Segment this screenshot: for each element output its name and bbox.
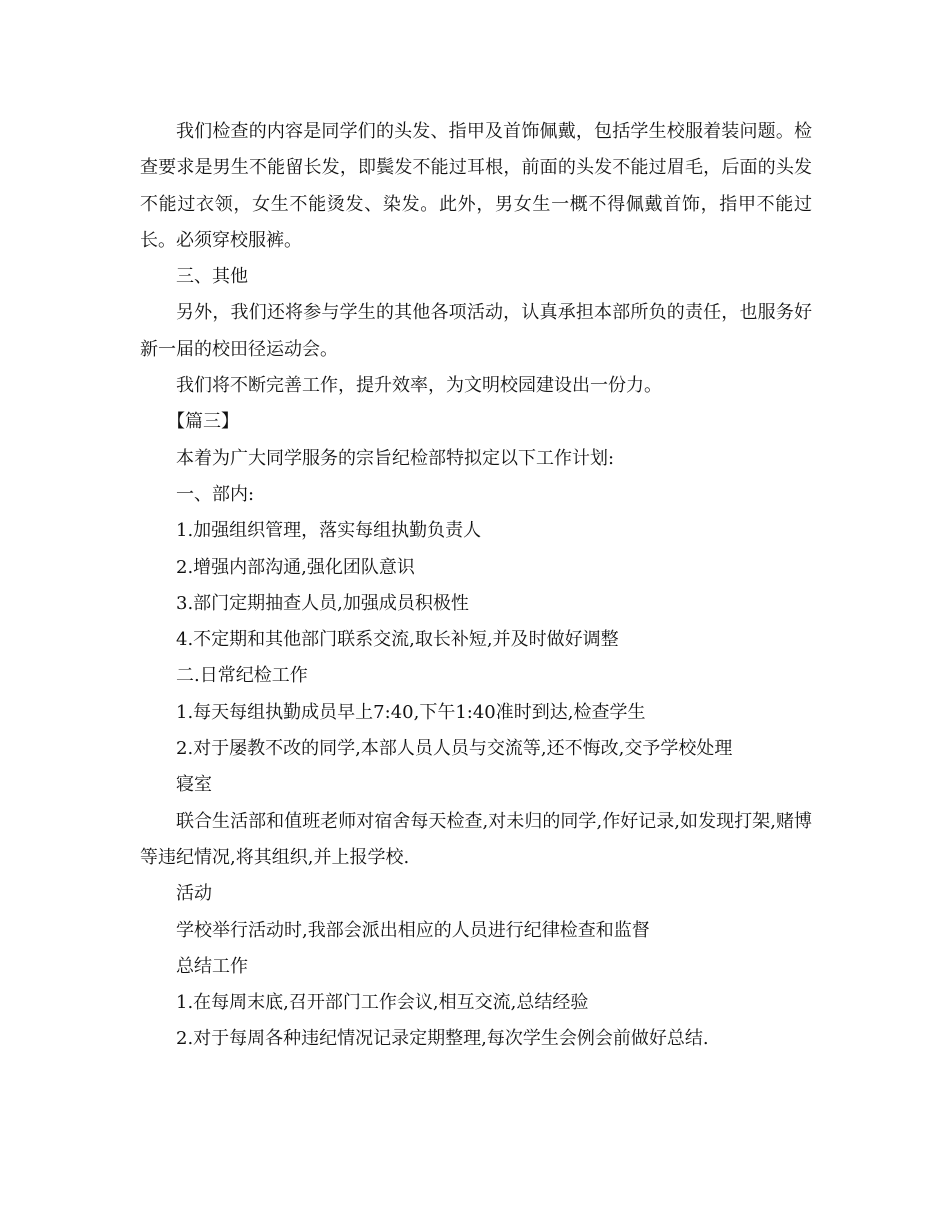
heading-dormitory: 寝室 bbox=[176, 774, 212, 796]
list-item-internal-2: 2.增强内部沟通,强化团队意识 bbox=[176, 556, 415, 578]
list-item-daily-1: 1.每天每组执勤成员早上7:40,下午1:40准时到达,检查学生 bbox=[176, 701, 646, 723]
list-item-summary-2: 2.对于每周各种违纪情况记录定期整理,每次学生会例会前做好总结. bbox=[176, 1028, 709, 1050]
paragraph-plan-intro: 本着为广大同学服务的宗旨纪检部特拟定以下工作计划: bbox=[176, 447, 615, 469]
paragraph-other-activities: 另外，我们还将参与学生的其他各项活动，认真承担本部所负的责任，也服务好新一届的校田径运动会。 bbox=[140, 302, 812, 360]
heading-summary-work: 总结工作 bbox=[176, 955, 248, 977]
list-item-internal-3: 3.部门定期抽查人员,加强成员积极性 bbox=[176, 592, 469, 614]
section-heading-part-three: 【篇三】 bbox=[167, 411, 239, 433]
heading-other: 三、其他 bbox=[176, 266, 248, 288]
paragraph-improve-work: 我们将不断完善工作，提升效率，为文明校园建设出一份力。 bbox=[176, 375, 662, 397]
list-item-internal-4: 4.不定期和其他部门联系交流,取长补短,并及时做好调整 bbox=[176, 629, 619, 651]
list-item-internal-1: 1.加强组织管理，落实每组执勤负责人 bbox=[176, 520, 482, 542]
heading-internal: 一、部内: bbox=[176, 483, 255, 505]
list-item-summary-1: 1.在每周末底,召开部门工作会议,相互交流,总结经验 bbox=[176, 992, 589, 1014]
heading-activities: 活动 bbox=[176, 883, 212, 905]
list-item-daily-2: 2.对于屡教不改的同学,本部人员人员与交流等,还不悔改,交予学校处理 bbox=[176, 738, 733, 760]
paragraph-activities: 学校举行活动时,我部会派出相应的人员进行纪律检查和监督 bbox=[176, 919, 650, 941]
paragraph-dormitory: 联合生活部和值班老师对宿舍每天检查,对未归的同学,作好记录,如发现打架,赌博等违纪情况,将其组织,并上报学校. bbox=[140, 810, 812, 868]
heading-daily-work: 二.日常纪检工作 bbox=[176, 665, 308, 687]
document-body bbox=[140, 114, 812, 1058]
paragraph-inspection-content: 我们检查的内容是同学们的头发、指甲及首饰佩戴，包括学生校服着装问题。检查要求是男生不能留长发，即鬓发不能过耳根，前面的头发不能过眉毛，后面的头发不能过衣领，女生不能烫发、染发。此外，男女生一概不得佩戴首饰，指甲不能过长。必须穿校服裤。 bbox=[140, 121, 812, 251]
